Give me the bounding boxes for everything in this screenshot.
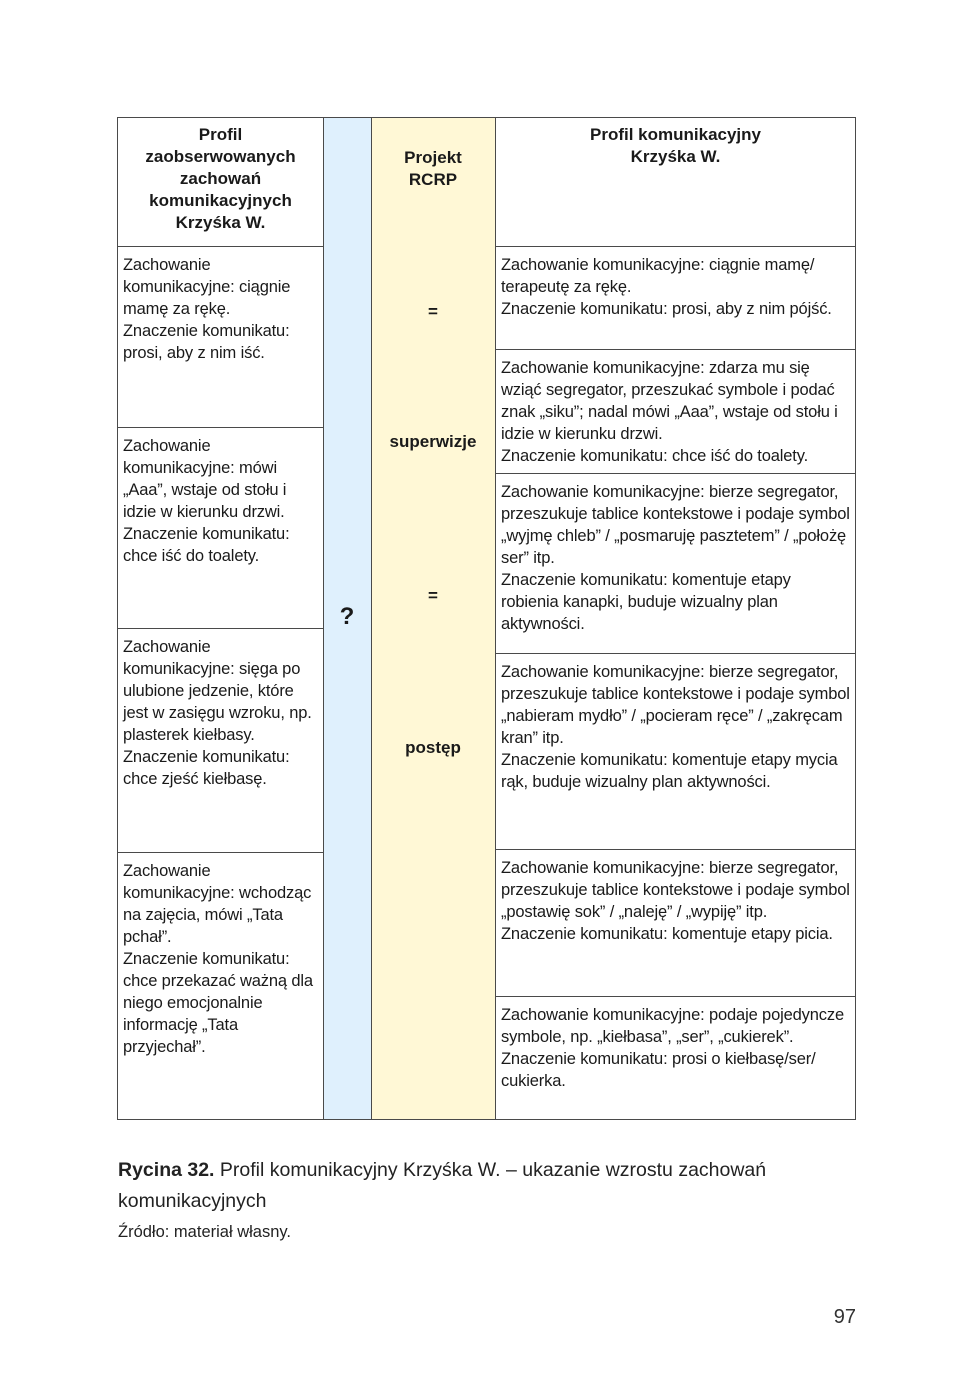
behavior-text: Zachowanie komunikacyjne: mówi „Aaa”, wstaje od stołu i idzie w kierunku drzwi.: [123, 437, 287, 521]
meaning-text: Znaczenie komunikatu: komentuje etapy picia.: [501, 925, 833, 943]
meaning-text: Znaczenie komunikatu: prosi, aby z nim pójść.: [501, 300, 832, 318]
page-number: 97: [833, 1306, 856, 1328]
behavior-text: Zachowanie komunikacyjne: ciągnie mamę za rękę.: [123, 256, 291, 318]
project-header-line: RCRP: [408, 170, 458, 189]
header-observed-profile: [117, 117, 324, 247]
profile-row: [495, 473, 856, 654]
header-observed-line: Profil: [198, 125, 243, 144]
figure-source: Źródło: materiał własny.: [118, 1223, 292, 1241]
figure-caption-text: Profil komunikacyjny Krzyśka W. – ukazanie wzrostu zachowań komunikacyjnych: [118, 1159, 767, 1212]
behavior-text: Zachowanie komunikacyjne: bierze segregator, przeszukuje tablice kontekstowe i podaje symbol „postawię sok” / „naleję” / „wypiję” itp.: [501, 859, 850, 921]
behavior-text: Zachowanie komunikacyjne: ciągnie mamę/ terapeutę za rękę.: [501, 256, 815, 296]
profile-row: [495, 996, 856, 1120]
profile-row: [495, 653, 856, 850]
observed-row: [117, 427, 324, 629]
meaning-text: Znaczenie komunikatu: chce zjeść kiełbasę.: [123, 748, 290, 788]
header-observed-line: zaobserwowanych: [145, 147, 296, 166]
project-header: [371, 147, 495, 191]
equals-sign: =: [428, 586, 438, 605]
supervision-label: superwizje: [389, 432, 477, 451]
meaning-text: Znaczenie komunikatu: prosi o kiełbasę/ser/ cukierka.: [501, 1050, 816, 1090]
observed-row: [117, 628, 324, 853]
header-profile-line: Profil komunikacyjny: [590, 125, 761, 144]
profile-row: [495, 849, 856, 997]
meaning-text: Znaczenie komunikatu: prosi, aby z nim iść.: [123, 322, 290, 362]
behavior-text: Zachowanie komunikacyjne: bierze segregator, przeszukuje tablice kontekstowe i podaje symbol „nabieram mydło” / „pocieram ręce” / „zakręcam kran” itp.: [501, 663, 850, 747]
progress-label: postęp: [405, 738, 461, 757]
figure-label: Rycina 32.: [118, 1159, 215, 1181]
project-header-line: Projekt: [404, 148, 462, 167]
meaning-text: Znaczenie komunikatu: komentuje etapy mycia rąk, buduje wizualny plan aktywności.: [501, 751, 838, 791]
figure-caption: [118, 1155, 858, 1217]
question-mark: ?: [339, 603, 355, 630]
observed-row: [117, 246, 324, 428]
behavior-text: Zachowanie komunikacyjne: sięga po ulubione jedzenie, które jest w zasięgu wzroku, np. plasterek kiełbasy.: [123, 638, 312, 744]
header-observed-line: zachowań: [179, 169, 262, 188]
profile-row: [495, 349, 856, 474]
behavior-text: Zachowanie komunikacyjne: zdarza mu się wziąć segregator, przeszukać symbole i podać znak „siku”; nadal mówi „Aaa”, wstaje od stołu i idzie w kierunku drzwi.: [501, 359, 838, 443]
meaning-text: Znaczenie komunikatu: chce iść do toalety.: [501, 447, 809, 465]
meaning-text: Znaczenie komunikatu: chce przekazać ważną dla niego emocjonalnie informację „Tata przyjechał”.: [123, 950, 313, 1056]
equals-sign: =: [428, 302, 438, 321]
behavior-text: Zachowanie komunikacyjne: wchodząc na zajęcia, mówi „Tata pchał”.: [123, 862, 312, 946]
profile-row: [495, 246, 856, 350]
observed-row: [117, 852, 324, 1120]
meaning-text: Znaczenie komunikatu: chce iść do toalety.: [123, 525, 290, 565]
header-observed-line: Krzyśka W.: [175, 213, 266, 232]
meaning-text: Znaczenie komunikatu: komentuje etapy robienia kanapki, buduje wizualny plan aktywności.: [501, 571, 791, 633]
header-communication-profile: [495, 117, 856, 247]
behavior-text: Zachowanie komunikacyjne: bierze segregator, przeszukuje tablice kontekstowe i podaje symbol „wyjmę chleb” / „posmaruję pasztetem” / „położę ser” itp.: [501, 483, 850, 567]
behavior-text: Zachowanie komunikacyjne: podaje pojedyncze symbole, np. „kiełbasa”, „ser”, „cukierek”.: [501, 1006, 845, 1046]
yellow-project-column: [371, 117, 496, 1120]
header-profile-line: Krzyśka W.: [630, 147, 721, 166]
header-observed-line: komunikacyjnych: [149, 191, 292, 210]
